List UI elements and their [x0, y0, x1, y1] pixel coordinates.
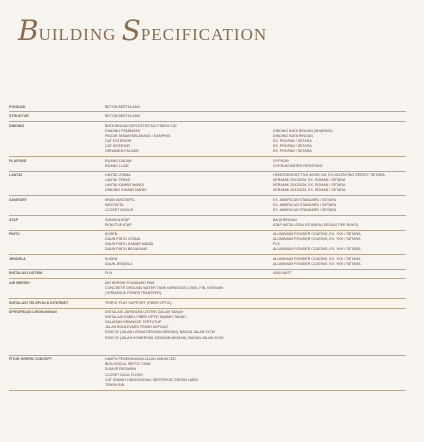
- spec-right-item: 4400 WATT: [273, 271, 292, 276]
- spec-row: [9, 122, 406, 157]
- spec-left-column: [105, 271, 273, 276]
- spec-label: STRUKTUR: [9, 114, 29, 119]
- spec-left-item: LANTAI UTAMA: [105, 173, 131, 178]
- specification-table: [9, 103, 406, 391]
- spec-left-item: PENUTUP ATAP: [105, 222, 132, 227]
- spec-left-column: [105, 232, 273, 252]
- spec-left-column: [105, 105, 273, 110]
- spec-right-item: EX. PROPAN / SETARA: [273, 143, 312, 148]
- spec-label: FITUR GREEN CONCEPT: [9, 357, 52, 362]
- spec-right-item: EX. PROPAN / SETARA: [273, 138, 312, 143]
- spec-left-item: TRASH BIN: [105, 382, 125, 387]
- spec-right-column: [273, 198, 406, 213]
- spec-left-column: [105, 281, 273, 296]
- spec-right-item: EX. AMERICAN STANDARD / SETARA: [273, 208, 337, 213]
- spec-left-item: LANTAI TERAS: [105, 178, 131, 183]
- spec-left-item: (TERMASUK POMPA TRANSFER): [105, 291, 162, 296]
- spec-row: [9, 279, 406, 299]
- spec-right-column: [273, 218, 406, 228]
- spec-right-column: [273, 301, 406, 306]
- spec-left-column: [105, 124, 273, 155]
- spec-right-column: [273, 310, 406, 341]
- spec-left-item: KUSEN: [105, 256, 118, 261]
- spec-right-column: [273, 357, 406, 388]
- spec-right-column: [273, 232, 406, 252]
- spec-left-column: [105, 301, 273, 306]
- spec-label: PLAFOND: [9, 158, 27, 163]
- spec-row: [9, 103, 406, 112]
- spec-right-column: [273, 281, 406, 296]
- spec-right-item: DINDING BATA RINGAN: [273, 133, 313, 138]
- spec-label: INSTALASI LISTRIK: [9, 271, 43, 276]
- spec-left-item: DINDING PEMBATAS: [105, 128, 141, 133]
- spec-row: [9, 309, 406, 356]
- spec-left-item: KRAN WASTAFEL: [105, 197, 135, 202]
- spec-left-column: [105, 159, 273, 169]
- spec-left-column: [105, 198, 273, 213]
- spec-left-item: LANTAI KAMAR MANDI: [105, 183, 144, 188]
- spec-left-column: [105, 173, 273, 193]
- spec-left-item: BATA RINGAN DIPLESTER ACI FINISH CAT: [105, 123, 178, 128]
- spec-left-item: RUANG DALAM: [105, 158, 132, 163]
- spec-label: SANITARY: [9, 197, 27, 202]
- spec-left-item: JALAN BOULEVARD FINISH ASPHALT: [105, 325, 169, 330]
- spec-right-item: EX. AMERICAN STANDARD / SETARA: [273, 197, 337, 202]
- spec-left-item: SALURAN DRAINASE TERTUTUP: [105, 320, 162, 325]
- spec-label: SPESIFIKASI LINGKUNGAN: [9, 310, 57, 315]
- spec-label: JENDELA: [9, 256, 26, 261]
- spec-right-column: [273, 173, 406, 193]
- spec-row: [9, 157, 406, 172]
- spec-right-item: GYPSUM WATER RESISTANT: [273, 163, 324, 168]
- spec-left-item: SUMUR RESAPAN: [105, 367, 137, 372]
- spec-right-item: EX. PROPAN / SETARA: [273, 149, 312, 154]
- spec-right-item: HOMOGENOUS TILE 60X60 CM, EX.VALENTINO GRESS / SETARA: [273, 173, 385, 178]
- spec-left-item: AIR BERSIH STANDARD PAM: [105, 280, 155, 285]
- spec-right-item: ALUMINIUM POWDER COATING, EX. YKK / SETARA: [273, 261, 361, 266]
- spec-row: [9, 196, 406, 216]
- spec-left-item: RANGKA ATAP: [105, 217, 130, 222]
- spec-label: PONDASI: [9, 104, 26, 109]
- spec-left-item: CONCRETE GROUND WATER TANK KAPASITAS 1.5M3, FIN. KERAMIK: [105, 286, 224, 291]
- spec-right-item: BAJA RINGAN: [273, 217, 297, 222]
- spec-label: INSTALASI TELEPON & INTERNET: [9, 300, 69, 305]
- spec-right-item: DINDING BATA RINGAN (SHARING): [273, 128, 333, 133]
- spec-left-item: DAUN PINTU BELAKANG: [105, 247, 148, 252]
- spec-right-item: ATAP METAL ATAU BITUMEN (SESUAI TIPE RUKO): [273, 222, 359, 227]
- spec-right-item: ALUMINIUM POWDER COATING, EX. YKK / SETARA: [273, 232, 361, 237]
- spec-left-column: [105, 257, 273, 267]
- title-rest-s: PECIFICATION: [140, 25, 268, 44]
- spec-right-item: ALUMINIUM POWDER COATING, EX. YKK / SETARA: [273, 256, 361, 261]
- spec-right-item: KERAMIK 20X20CM, EX. ROMAN / SETARA: [273, 183, 346, 188]
- title-rest-b: UILDING: [38, 25, 122, 44]
- spec-left-item: RUANG LUAR: [105, 163, 129, 168]
- spec-left-item: DAUN PINTU UTAMA: [105, 237, 141, 242]
- spec-label: ATAP: [9, 217, 19, 222]
- spec-label: AIR BERSIH: [9, 280, 30, 285]
- spec-left-item: CAT INTERIOR: [105, 143, 131, 148]
- spec-right-column: [273, 114, 406, 119]
- title-initial-s: S: [121, 14, 141, 47]
- spec-right-column: [273, 124, 406, 155]
- spec-left-item: WASTAFEL: [105, 202, 124, 207]
- spec-right-column: [273, 257, 406, 267]
- spec-left-item: KUSEN: [105, 232, 118, 237]
- spec-left-item: TRIPLE PLAY SUPPORT (FIBER OPTIC): [105, 300, 172, 305]
- spec-left-item: CAT RAMAH LINGKUNGAN, SERTIFIKAT GREEN LABEL: [105, 377, 199, 382]
- spec-label: PINTU: [9, 232, 20, 237]
- spec-right-item: PVC: [273, 242, 281, 247]
- spec-left-item: PAGAR TAMAN BELAKANG / SAMPING: [105, 133, 171, 138]
- spec-row: [9, 255, 406, 270]
- spec-left-item: DAUN PINTU KAMAR MANDI: [105, 242, 154, 247]
- spec-right-item: ALUMINIUM POWDER COATING, EX. YKK / SETARA: [273, 247, 361, 252]
- spec-left-item: ROW 20 (JALAN KOMERSIAL DENGAN MEDIAN), BADAN JALAN 2X7M: [105, 335, 224, 340]
- spec-left-item: BETON BERTULANG: [105, 114, 141, 119]
- spec-label: DINDING: [9, 123, 25, 128]
- spec-left-column: [105, 310, 273, 341]
- spec-left-item: BIOLOGICAL SEPTIC TANK: [105, 362, 151, 367]
- spec-left-item: CAT EXTERIOR: [105, 138, 132, 143]
- spec-left-item: ROW 20 (JALAN UTAMA DENGAN MEDIAN), BADAN JALAN 2X7M: [105, 330, 215, 335]
- spec-right-column: [273, 105, 406, 110]
- spec-right-item: KERAMIK 20X40CM, EX. ROMAN / SETARA: [273, 188, 346, 193]
- spec-row: [9, 216, 406, 231]
- spec-left-column: [105, 218, 273, 228]
- page-title: [18, 14, 267, 47]
- spec-left-item: BETON BERTULANG: [105, 104, 141, 109]
- spec-left-item: DAUN JENDELA: [105, 261, 133, 266]
- spec-label: LANTAI: [9, 173, 22, 178]
- spec-right-item: GYPSUM: [273, 158, 289, 163]
- spec-row: [9, 231, 406, 256]
- title-initial-b: B: [18, 14, 39, 47]
- spec-left-item: DINDING KAMAR MANDI: [105, 188, 147, 193]
- spec-row: [9, 270, 406, 279]
- spec-left-item: ORNAMEN FACADE: [105, 149, 139, 154]
- spec-row: [9, 299, 406, 308]
- spec-left-item: LAMPU PENERANGAN JALAN UMUM LED: [105, 357, 176, 362]
- spec-left-item: CLOSET DUDUK: [105, 208, 134, 213]
- spec-right-item: KERAMIK 20X20CM, EX. ROMAN / SETARA: [273, 178, 346, 183]
- spec-left-item: INSTALASI JARINGAN LISTRIK DALAM TANAH: [105, 310, 184, 315]
- spec-row: [9, 356, 406, 391]
- spec-row: [9, 172, 406, 197]
- spec-right-item: ALUMINIUM POWDER COATING, EX. YKK / SETARA: [273, 237, 361, 242]
- spec-right-column: [273, 159, 406, 169]
- spec-right-item: EX. AMERICAN STANDARD / SETARA: [273, 202, 337, 207]
- spec-left-item: CLOSET DUAL FLUSH: [105, 372, 143, 377]
- spec-left-item: INSTALASI KABEL FIBER OPTIC BAWAH TANAH: [105, 315, 186, 320]
- spec-left-column: [105, 357, 273, 388]
- spec-left-column: [105, 114, 273, 119]
- spec-right-column: [273, 271, 406, 276]
- spec-left-item: PLN: [105, 271, 112, 276]
- spec-row: [9, 112, 406, 121]
